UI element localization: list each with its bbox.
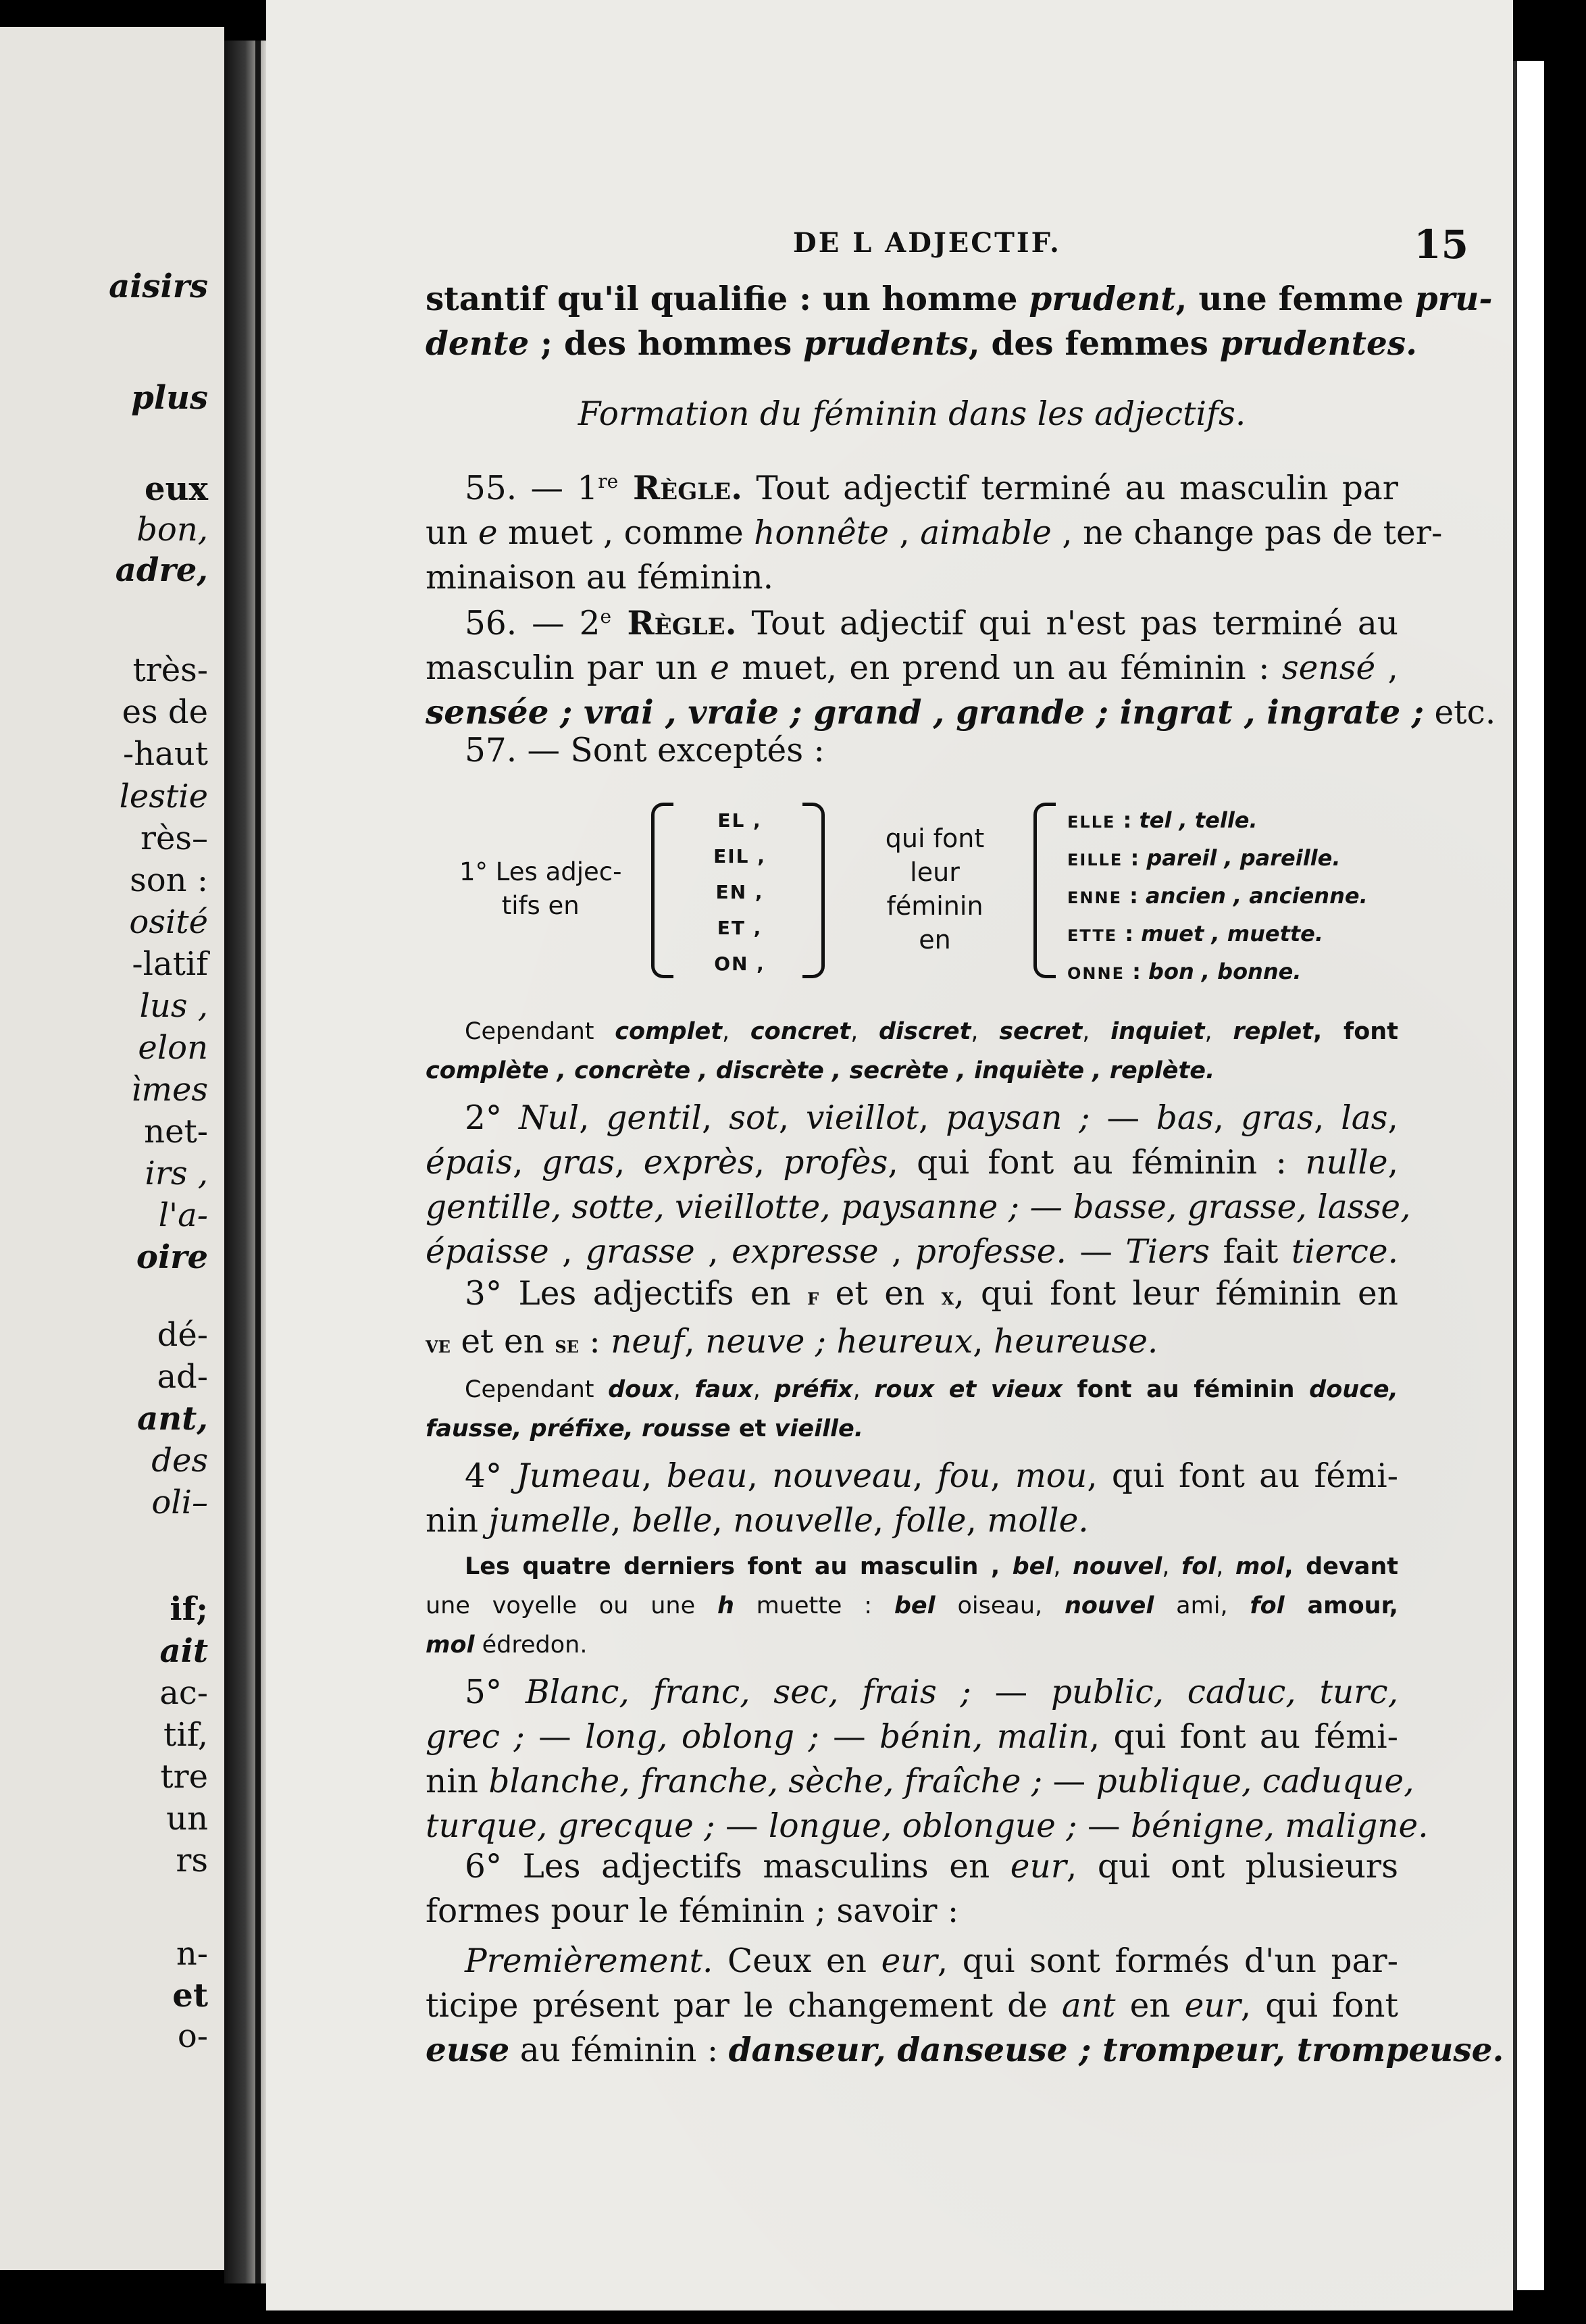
item-3: 3° Les adjectifs en f et en x, qui font leur féminin en ve et en se : neuf, neuve ; heureux, heureuse. <box>426 1275 1398 1361</box>
right-page <box>266 0 1513 2310</box>
left-page-text-fragment: très- <box>132 651 208 689</box>
left-page-text-fragment: irs , <box>145 1155 208 1192</box>
item-6: 6° Les adjectifs masculins en eur, qui ont plusieurs formes pour le féminin ; savoir : <box>426 1848 1399 1930</box>
left-page-text-fragment: et <box>172 1977 208 2015</box>
page-number: 15 <box>1414 222 1468 268</box>
gutter-edge <box>255 41 261 2283</box>
left-page-text-fragment: osité <box>129 903 208 941</box>
item-5: 5° Blanc, franc, sec, frais ; — public, caduc, turc, grec ; — long, oblong ; — bénin, malin, qui font au fémi- nin blanche, franche, sèche, fraîche ; — publique, caduque, turque, grecque ; — longue, oblongue ; — bénigne, maligne. <box>426 1673 1429 1845</box>
left-page-text-fragment: -latif <box>132 945 208 983</box>
note-bel: Les quatre derniers font au masculin , bel, nouvel, fol, mol, devant une voyelle ou une h muette : bel oiseau, nouvel ami, fol amour, mol édredon. <box>426 1553 1398 1659</box>
paragraph-premierement: Premièrement. Ceux en eur, qui sont formés d'un par- ticipe présent par le changement de ant en eur, qui font euse au féminin : danseur, danseuse ; trompeur, trompeuse. <box>426 1942 1504 2069</box>
left-page-text-fragment: elon <box>138 1029 208 1067</box>
note-complet: Cependant complet, concret, discret, secret, inquiet, replet, font complète , concrète , discrète , secrète , inquiète , replète. <box>426 1018 1398 1084</box>
left-page-text-fragment: eux <box>144 470 208 508</box>
rule-56: 56. — 2e Règle. Tout adjectif qui n'est pas terminé au masculin par un e muet, en prend un au féminin : sensé , sensée ; vrai , vraie ; grand , grande ; ingrat , ingrate ; etc. <box>426 604 1496 732</box>
ending-brace <box>1033 803 1056 978</box>
left-page-text-fragment: -haut <box>123 735 208 773</box>
left-page-text-fragment: ac- <box>159 1674 208 1712</box>
left-page-text-fragment: bon, <box>136 511 208 549</box>
left-page-text-fragment: lus , <box>139 987 208 1025</box>
left-page-text-fragment: ant, <box>137 1400 208 1438</box>
rule-57: 57. — Sont exceptés : <box>465 732 825 769</box>
left-page-text-fragment: if; <box>170 1590 208 1628</box>
running-title: DE L ADJECTIF. <box>793 227 1061 259</box>
suffix-list: EL , EIL , EN , ET , ON , <box>713 809 766 975</box>
page-edge <box>1513 61 1544 2290</box>
left-page-text-fragment: ìmes <box>131 1071 208 1109</box>
left-page-text-fragment: rs <box>176 1842 208 1879</box>
left-page-text-fragment: oire <box>136 1238 208 1276</box>
endings-list: ELLE : tel , telle. EILLE : pareil , pareille. ENNE : ancien , ancienne. ETTE : muet , muette. ONNE : bon , bonne. <box>1067 807 1368 984</box>
left-page-text-fragment: net- <box>144 1113 208 1151</box>
left-page-text-fragment: tif, <box>163 1716 208 1754</box>
left-page-text-fragment: adre, <box>115 551 208 589</box>
item-4: 4° Jumeau, beau, nouveau, fou, mou, qui font au fémi- nin jumelle, belle, nouvelle, folle, molle. <box>426 1457 1399 1540</box>
rule-55: 55. — 1re Règle. Tout adjectif terminé au masculin par un e muet , comme honnête , aimable , ne change pas de ter- minaison au féminin. <box>426 469 1443 597</box>
left-page-fragment <box>0 27 224 2270</box>
note-doux: Cependant doux, faux, préfix, roux et vieux font au féminin douce, fausse, préfixe, rousse et vieille. <box>426 1376 1398 1442</box>
middle-text: qui font leur féminin en <box>885 824 985 955</box>
left-page-text-fragment: un <box>166 1800 208 1838</box>
right-brace <box>802 803 825 978</box>
page-header <box>793 222 1468 276</box>
item-2: 2° Nul, gentil, sot, vieillot, paysan ; — bas, gras, las, épais, gras, exprès, profès, qui font au féminin : nulle, gentille, sotte, vieillotte, paysanne ; — basse, grasse, lasse, épaisse , grasse , expresse , professe. — Tiers fait tierce. <box>426 1099 1411 1271</box>
left-page-text-fragment: tre <box>160 1758 208 1796</box>
left-brace <box>651 803 673 978</box>
left-page-text-fragment: oli– <box>151 1484 208 1521</box>
table-intro: 1° Les adjec- tifs en <box>459 857 622 920</box>
left-page-text-fragment: dé- <box>157 1316 208 1354</box>
left-page-text-fragment: plus <box>131 379 208 417</box>
left-page-text-fragment: aisirs <box>109 268 208 305</box>
left-page-text-fragment: son : <box>130 861 208 899</box>
left-page-text-fragment: ait <box>159 1632 208 1670</box>
section-title: Formation du féminin dans les adjectifs. <box>578 395 1246 433</box>
book-gutter <box>224 41 266 2283</box>
left-page-text-fragment: lestie <box>119 778 208 815</box>
left-page-text-fragment: des <box>151 1442 208 1480</box>
left-page-text-fragment: l'a- <box>158 1196 208 1234</box>
left-page-text-fragment: o- <box>177 2017 208 2055</box>
left-page-text-fragment: n- <box>176 1935 208 1973</box>
left-page-text-fragment: rès– <box>140 819 208 857</box>
left-page-text-fragment: ad- <box>157 1358 208 1396</box>
left-page-text-fragment: es de <box>122 693 208 731</box>
paragraph-intro: stantif qu'il qualifie : un homme prudent, une femme pru- dente ; des hommes prudents, des femmes prudentes. <box>426 280 1493 363</box>
exceptions-table <box>426 796 1398 999</box>
